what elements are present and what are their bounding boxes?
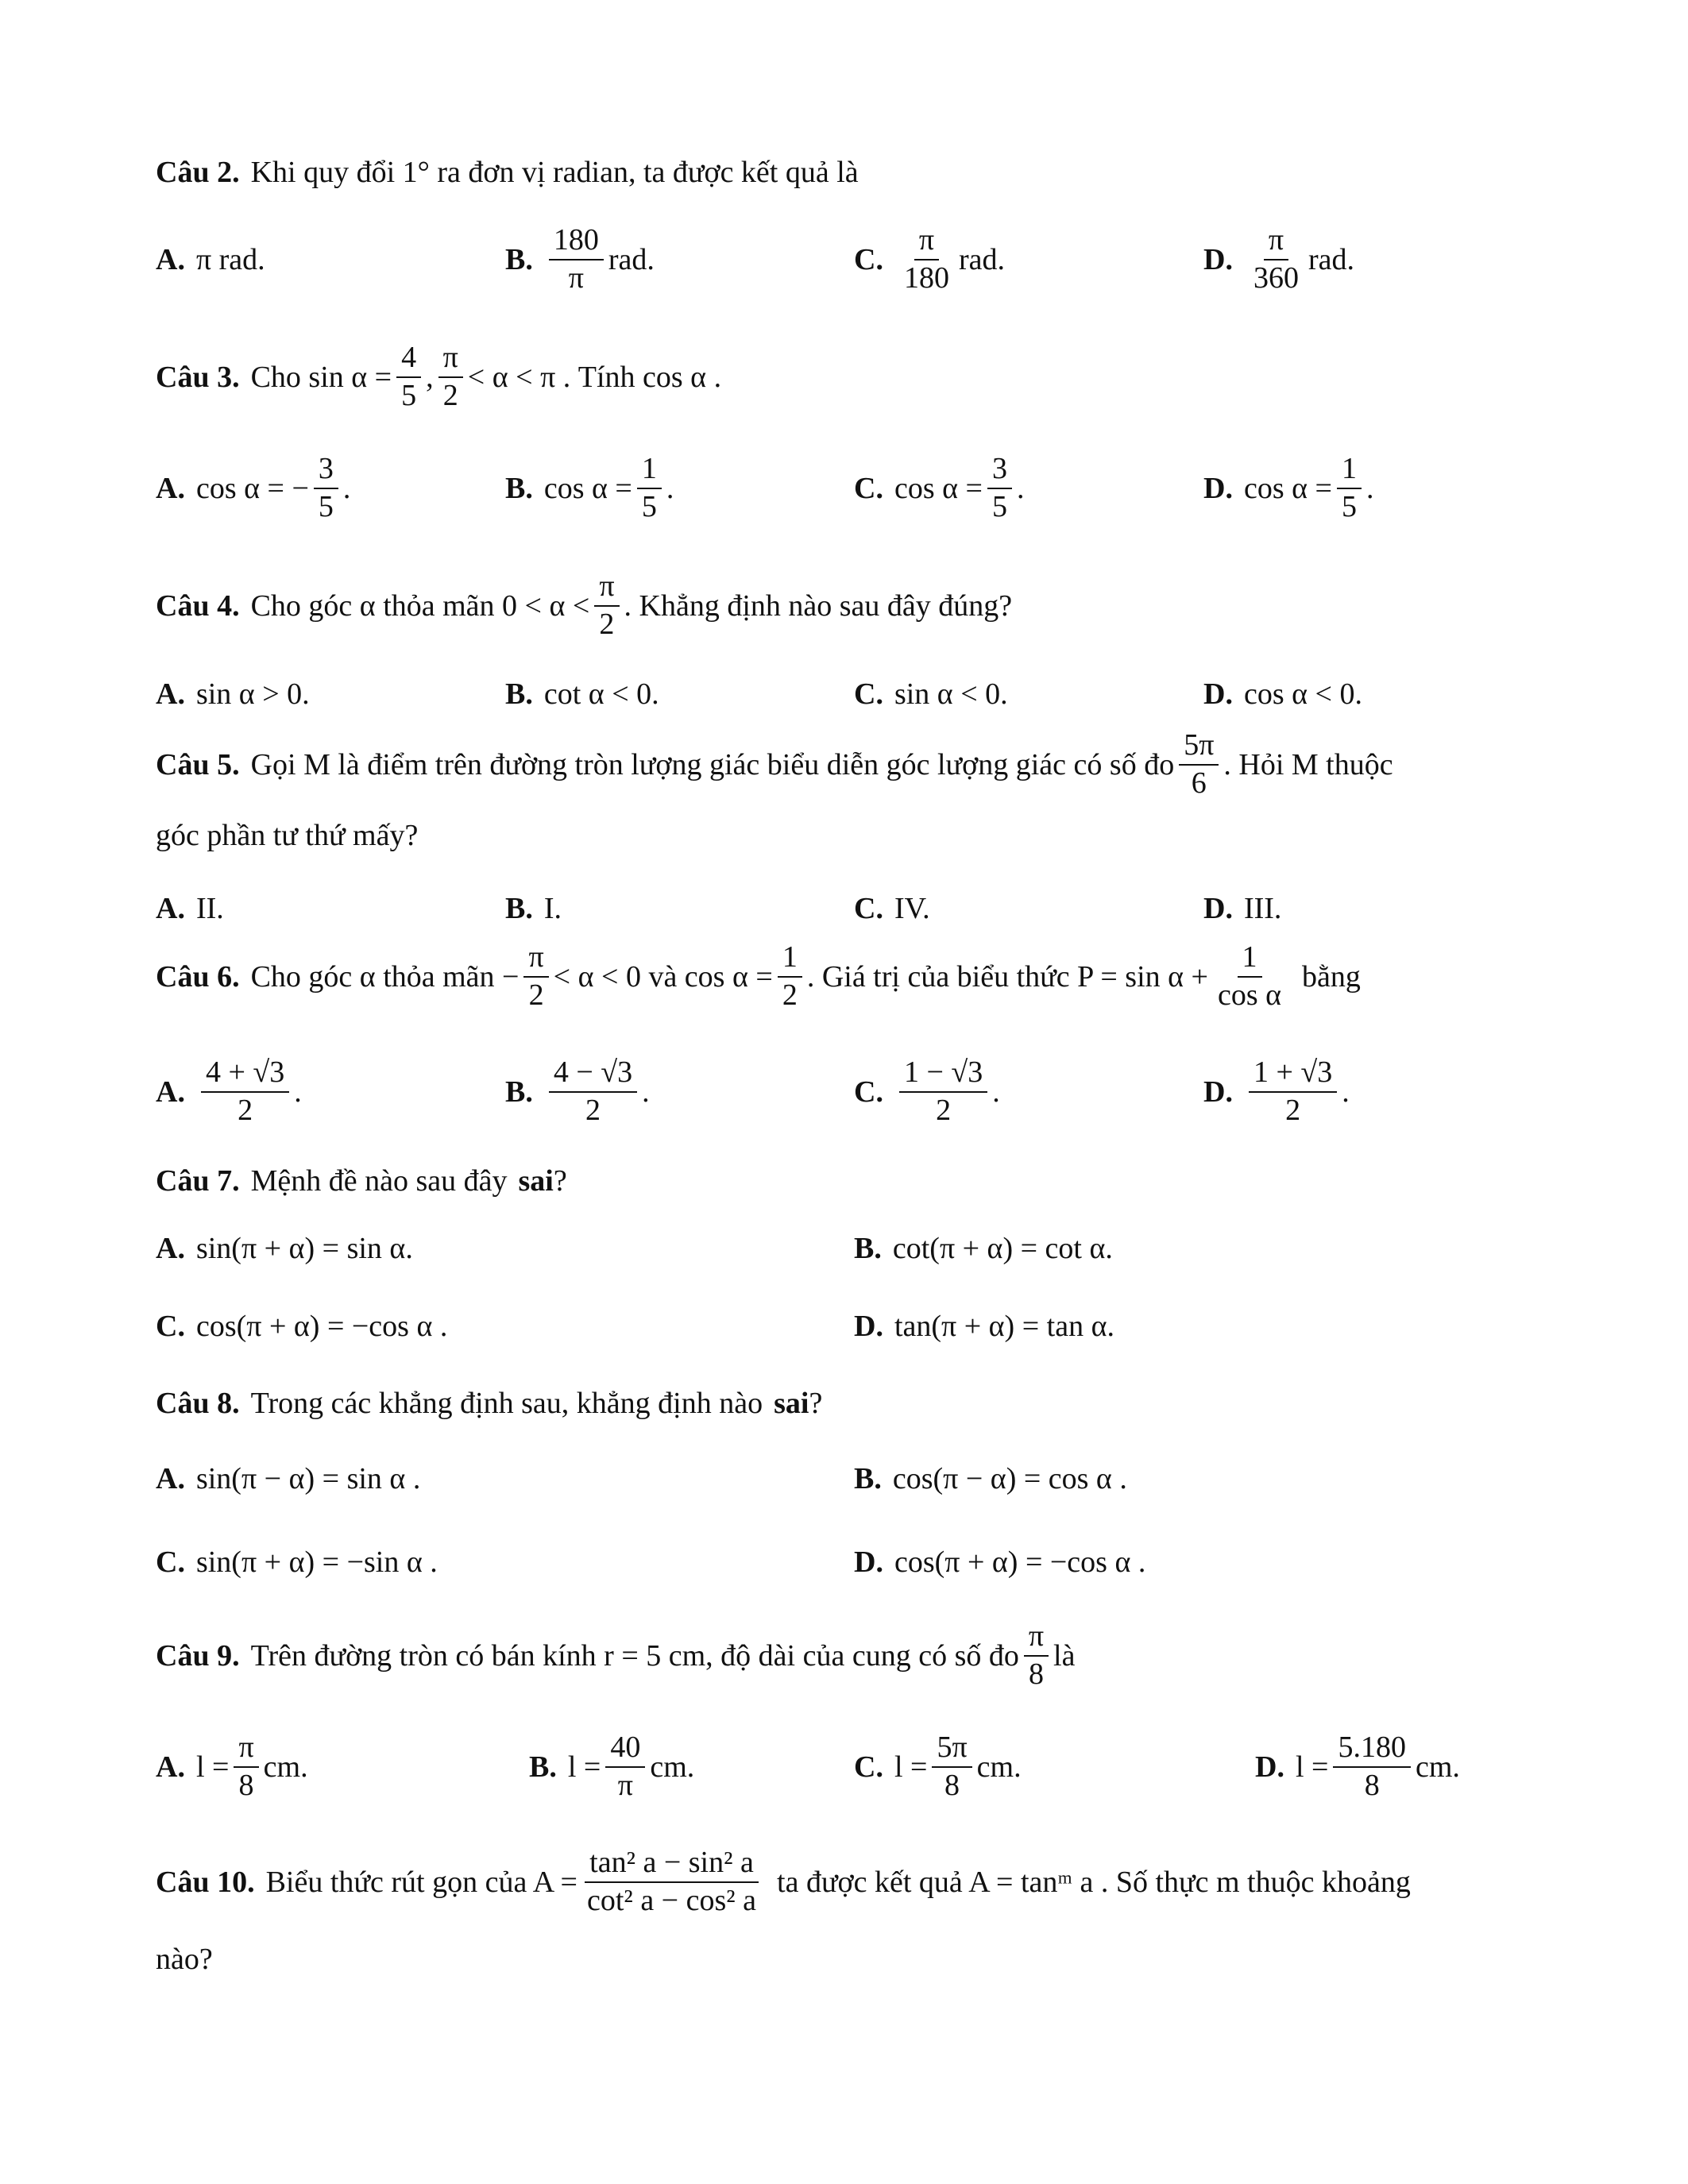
- option-c: [854, 224, 1005, 295]
- text-span: 1: [1238, 941, 1262, 978]
- text-span: A.: [156, 471, 185, 505]
- fraction: [1024, 1620, 1049, 1692]
- text-span: cos α: [1217, 978, 1282, 1012]
- text-span: cm.: [976, 1750, 1022, 1784]
- option-b: [505, 453, 674, 524]
- option-a: [156, 453, 350, 524]
- option-b: [505, 677, 659, 712]
- text-span: A.: [156, 243, 185, 276]
- text-span: 1: [637, 453, 662, 489]
- option-a: [156, 242, 265, 277]
- text-span: Trong các khẳng định sau, khẳng định nào: [250, 1387, 763, 1420]
- option-b: [854, 1461, 1127, 1496]
- question-text: Khi quy đổi 1° ra đơn vị radian, ta được kết quả là: [250, 156, 859, 189]
- text-span: C.: [854, 1750, 883, 1784]
- text-span: .: [1016, 471, 1025, 505]
- text-span: A.: [156, 1075, 185, 1109]
- text-span: III.: [1243, 892, 1282, 925]
- text-span: B.: [505, 242, 533, 276]
- fraction: [201, 1056, 289, 1128]
- text-span: 5π: [932, 1731, 971, 1768]
- text-span: ta được kết quả A = tanᵐ a . Số thực m thuộc khoảng: [777, 1865, 1411, 1899]
- option-c: [854, 1056, 1000, 1128]
- text-span: cos α =: [1243, 471, 1332, 505]
- text-span: cm.: [650, 1750, 695, 1784]
- text-span: ,: [426, 360, 434, 394]
- option-a: [156, 1056, 302, 1128]
- text-span: π: [234, 1731, 258, 1768]
- text-span: rad.: [1308, 242, 1354, 276]
- option-b: [529, 1731, 694, 1803]
- text-span: II.: [195, 892, 224, 925]
- text-span: 2: [936, 1093, 952, 1127]
- text-span: .: [342, 471, 351, 505]
- text-span: 1: [778, 941, 802, 978]
- question-label: Câu 3.: [156, 360, 240, 394]
- text-span: sin(π + α) = −sin α .: [195, 1545, 438, 1579]
- question-2: [156, 155, 859, 190]
- text-span: . Khẳng định nào sau đây đúng?: [624, 588, 1013, 623]
- text-span: π: [523, 941, 548, 978]
- text-span: Cho góc α thỏa mãn 0 < α <: [250, 588, 590, 623]
- fraction: [1337, 453, 1362, 524]
- option-a: [156, 1731, 308, 1803]
- option-c: [854, 453, 1024, 524]
- text-span: π: [568, 260, 584, 295]
- text-span: l =: [1295, 1750, 1329, 1784]
- text-span: 2: [442, 378, 458, 412]
- question-5-continued: [156, 818, 418, 853]
- option-d: [1203, 224, 1354, 295]
- text-span: 1: [1337, 453, 1362, 489]
- text-span: A.: [156, 677, 185, 711]
- text-span: B.: [505, 892, 533, 925]
- text-span: rad.: [958, 242, 1005, 276]
- text-span: l =: [894, 1750, 928, 1784]
- text-span: 8: [1028, 1657, 1044, 1691]
- text-span: 2: [782, 978, 798, 1012]
- text-span: là: [1053, 1638, 1076, 1673]
- text-span: D.: [1255, 1750, 1284, 1784]
- text-span: B.: [505, 677, 533, 711]
- text-span: 2: [585, 1093, 601, 1127]
- fraction: [1213, 941, 1286, 1013]
- question-label: Câu 8.: [156, 1387, 240, 1420]
- text-span: 5.180: [1333, 1731, 1411, 1768]
- text-span: D.: [854, 1310, 883, 1343]
- text-span: 8: [944, 1768, 960, 1802]
- fraction: [778, 941, 802, 1013]
- option-d: [854, 1309, 1114, 1344]
- text-span: π: [914, 224, 939, 260]
- text-span: C.: [156, 1310, 185, 1343]
- fraction: [1249, 224, 1304, 295]
- text-span: .: [642, 1075, 650, 1109]
- text-span: B.: [529, 1750, 557, 1784]
- text-span: 1 − √3: [899, 1056, 987, 1093]
- question-label: Câu 6.: [156, 959, 240, 994]
- question-4: [156, 570, 1012, 642]
- text-span: 5: [401, 378, 417, 412]
- question-label: Câu 2.: [156, 156, 240, 189]
- text-span: sin(π + α) = sin α.: [195, 1232, 413, 1265]
- text-span: B.: [505, 471, 533, 505]
- option-a: [156, 677, 310, 712]
- text-span: 5: [641, 489, 657, 523]
- text-span: π: [438, 341, 463, 378]
- fraction: [549, 224, 604, 295]
- text-span: tan(π + α) = tan α.: [894, 1310, 1114, 1343]
- text-span: Mệnh đề nào sau đây: [250, 1164, 508, 1198]
- question-9: [156, 1620, 1075, 1692]
- text-span: < α < π . Tính cos α .: [467, 360, 722, 394]
- text-span: sin α < 0.: [894, 677, 1008, 711]
- text-span: bằng: [1302, 959, 1361, 994]
- fraction: [987, 453, 1012, 524]
- text-span: π: [617, 1768, 633, 1802]
- text-span: 8: [1364, 1768, 1380, 1802]
- text-span: 6: [1191, 766, 1207, 800]
- text-span: nào?: [156, 1943, 213, 1976]
- text-span: 5: [991, 489, 1007, 523]
- text-span: cos α =: [543, 471, 632, 505]
- text-span: cm.: [1415, 1750, 1460, 1784]
- text-span: 2: [599, 607, 615, 641]
- fraction: [1333, 1731, 1411, 1803]
- text-span: .: [992, 1075, 1000, 1109]
- fraction: [523, 941, 548, 1013]
- option-d: [1203, 1056, 1350, 1128]
- text-span: .: [294, 1075, 302, 1109]
- text-span: Cho góc α thỏa mãn −: [250, 959, 520, 994]
- text-span: B.: [854, 1232, 882, 1265]
- question-label: Câu 7.: [156, 1164, 240, 1198]
- text-span: Cho sin α =: [250, 360, 392, 394]
- text-span: A.: [156, 1750, 185, 1784]
- text-span: sai: [774, 1387, 809, 1420]
- fraction: [899, 224, 954, 295]
- fraction: [234, 1731, 258, 1803]
- option-c: [854, 677, 1008, 712]
- option-d: [854, 1545, 1145, 1580]
- option-d: [1203, 677, 1362, 712]
- text-span: π rad.: [195, 243, 265, 276]
- text-span: ?: [553, 1164, 567, 1198]
- fraction: [637, 453, 662, 524]
- fraction: [932, 1731, 971, 1803]
- text-span: .: [1342, 1075, 1350, 1109]
- question-label: Câu 10.: [156, 1865, 255, 1899]
- text-span: C.: [854, 1075, 883, 1109]
- question-5: [156, 729, 1393, 801]
- text-span: 2: [238, 1093, 253, 1127]
- text-span: 5π: [1179, 729, 1219, 766]
- text-span: D.: [1203, 1075, 1233, 1109]
- question-label: Câu 4.: [156, 588, 240, 623]
- text-span: góc phần tư thứ mấy?: [156, 819, 419, 852]
- question-10: [156, 1846, 1411, 1918]
- text-span: A.: [156, 892, 185, 925]
- text-span: 3: [987, 453, 1012, 489]
- text-span: ?: [809, 1387, 823, 1420]
- text-span: cos α = −: [195, 471, 309, 505]
- text-span: C.: [156, 1545, 185, 1579]
- text-span: tan² a − sin² a: [585, 1846, 759, 1883]
- text-span: 5: [318, 489, 334, 523]
- fraction: [549, 1056, 637, 1128]
- text-span: C.: [854, 471, 883, 505]
- option-c: [854, 891, 930, 926]
- option-d: [1203, 891, 1281, 926]
- option-d: [1203, 453, 1373, 524]
- text-span: l =: [567, 1750, 601, 1784]
- text-span: 8: [238, 1768, 254, 1802]
- text-span: cot² a − cos² a: [587, 1883, 757, 1917]
- text-span: IV.: [894, 892, 930, 925]
- text-span: 360: [1253, 260, 1299, 295]
- text-span: Gọi M là điểm trên đường tròn lượng giác biểu diễn góc lượng giác có số đo: [250, 747, 1175, 781]
- question-10-continued: [156, 1942, 213, 1977]
- text-span: sin α > 0.: [195, 677, 310, 711]
- question-6: [156, 941, 1361, 1013]
- text-span: I.: [543, 892, 562, 925]
- text-span: 1 + √3: [1249, 1056, 1337, 1093]
- text-span: cos(π + α) = −cos α .: [195, 1310, 448, 1343]
- text-span: 40: [605, 1731, 645, 1768]
- option-c: [854, 1731, 1022, 1803]
- text-span: sin(π − α) = sin α .: [195, 1462, 421, 1495]
- text-span: D.: [1203, 471, 1233, 505]
- text-span: D.: [1203, 892, 1233, 925]
- text-span: C.: [854, 892, 883, 925]
- fraction: [605, 1731, 645, 1803]
- text-span: 180: [903, 260, 949, 295]
- option-b: [505, 224, 655, 295]
- text-span: 2: [1285, 1093, 1301, 1127]
- text-span: 3: [314, 453, 338, 489]
- text-span: cm.: [263, 1750, 308, 1784]
- fraction: [396, 341, 421, 413]
- text-span: rad.: [608, 242, 655, 276]
- option-a: [156, 891, 224, 926]
- text-span: cos(π − α) = cos α .: [892, 1462, 1127, 1495]
- text-span: cos α =: [894, 471, 983, 505]
- text-span: B.: [854, 1462, 882, 1495]
- text-span: sai: [518, 1164, 554, 1198]
- text-span: 5: [1341, 489, 1357, 523]
- text-span: . Giá trị của biểu thức P = sin α +: [806, 959, 1208, 994]
- text-span: cos(π + α) = −cos α .: [894, 1545, 1146, 1579]
- text-span: .: [666, 471, 674, 505]
- text-span: C.: [854, 677, 883, 711]
- text-span: π: [1264, 224, 1288, 260]
- question-8: [156, 1386, 822, 1421]
- text-span: D.: [1203, 242, 1233, 276]
- option-b: [505, 891, 562, 926]
- fraction: [594, 570, 619, 642]
- text-span: A.: [156, 1232, 185, 1265]
- option-b: [505, 1056, 650, 1128]
- text-span: l =: [195, 1750, 230, 1784]
- text-span: Biểu thức rút gọn của A =: [265, 1865, 577, 1899]
- text-span: 180: [549, 224, 604, 260]
- text-span: D.: [1203, 677, 1233, 711]
- text-span: D.: [854, 1545, 883, 1579]
- text-span: . Hỏi M thuộc: [1223, 747, 1393, 781]
- option-a: [156, 1461, 420, 1496]
- text-span: B.: [505, 1075, 533, 1109]
- option-d: [1255, 1731, 1460, 1803]
- question-label: Câu 9.: [156, 1638, 240, 1673]
- question-label: Câu 5.: [156, 747, 240, 781]
- question-7: [156, 1163, 567, 1198]
- fraction: [899, 1056, 987, 1128]
- text-span: cos α < 0.: [1243, 677, 1362, 711]
- text-span: π: [594, 570, 619, 607]
- option-a: [156, 1231, 413, 1266]
- question-3: [156, 341, 721, 413]
- option-b: [854, 1231, 1113, 1266]
- fraction: [438, 341, 463, 413]
- text-span: Trên đường tròn có bán kính r = 5 cm, độ dài của cung có số đo: [250, 1638, 1019, 1673]
- text-span: A.: [156, 1462, 185, 1495]
- text-span: C.: [854, 242, 883, 276]
- text-span: cot α < 0.: [543, 677, 659, 711]
- fraction: [582, 1846, 761, 1918]
- option-c: [156, 1545, 438, 1580]
- fraction: [1249, 1056, 1337, 1128]
- fraction: [314, 453, 338, 524]
- text-span: .: [1365, 471, 1374, 505]
- option-c: [156, 1309, 447, 1344]
- text-span: 4: [396, 341, 421, 378]
- text-span: π: [1024, 1620, 1049, 1657]
- text-span: cot(π + α) = cot α.: [892, 1232, 1113, 1265]
- text-span: 4 − √3: [549, 1056, 637, 1093]
- text-span: < α < 0 và cos α =: [553, 959, 773, 994]
- text-span: 2: [528, 978, 544, 1012]
- text-span: 4 + √3: [201, 1056, 289, 1093]
- fraction: [1179, 729, 1219, 801]
